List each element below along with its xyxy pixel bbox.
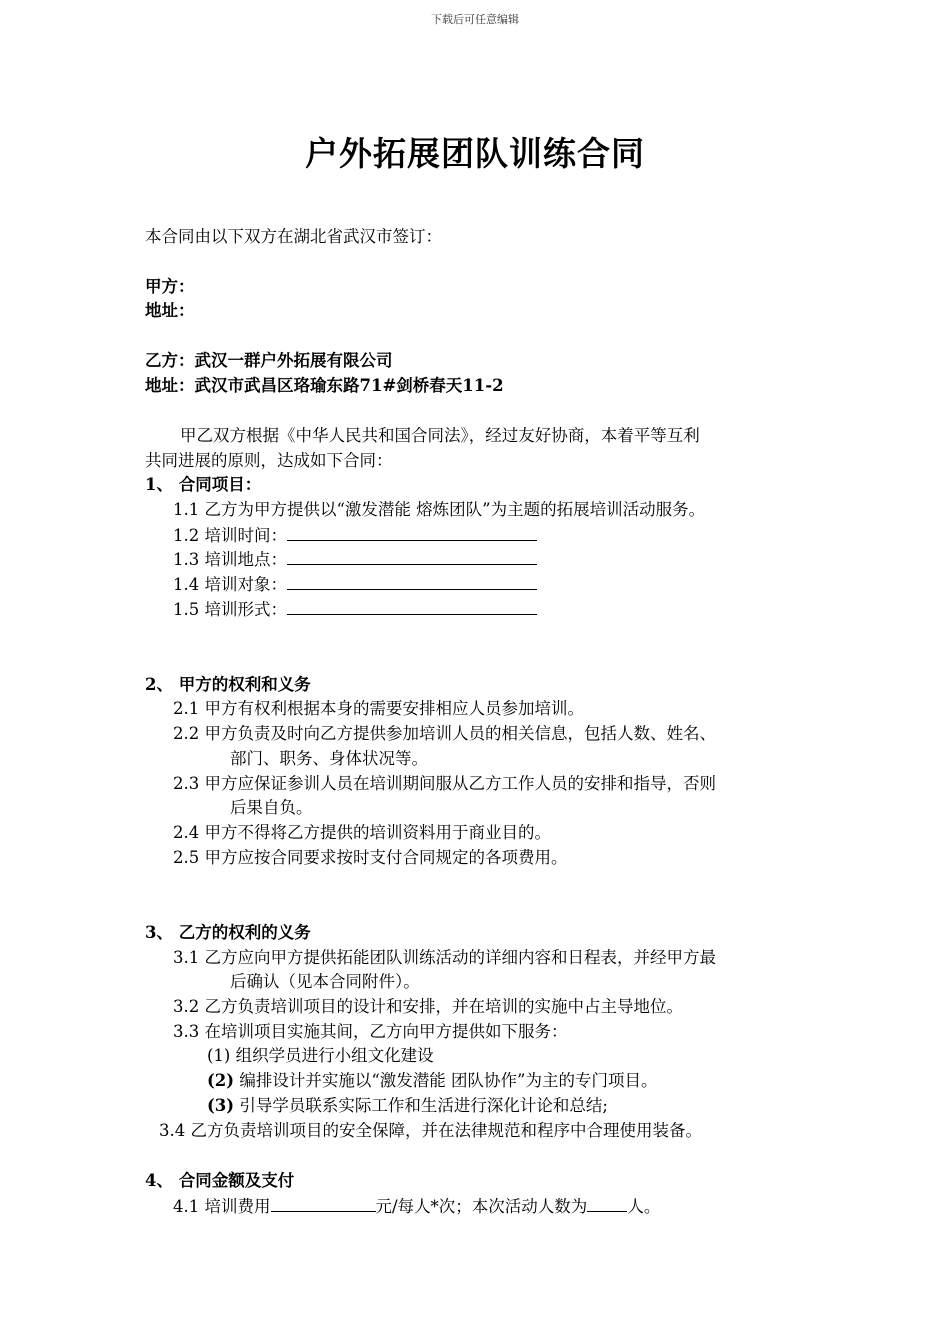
field-row bbox=[173, 548, 537, 571]
fee-line bbox=[173, 1195, 660, 1218]
fill-in-blank[interactable] bbox=[287, 573, 537, 590]
service-number: (2) bbox=[207, 1071, 235, 1090]
list-item: 2.4 甲方不得将乙方提供的培训资料用于商业目的。 bbox=[173, 823, 551, 842]
party-b-address: 地址：武汉市武昌区珞瑜东路71#剑桥春天11-2 bbox=[145, 376, 504, 395]
item-1-1: 1.1 乙方为甲方提供以“激发潜能 熔炼团队”为主题的拓展培训活动服务。 bbox=[173, 500, 706, 519]
fill-in-blank[interactable] bbox=[287, 598, 537, 615]
list-item-continuation: 后果自负。 bbox=[230, 798, 313, 817]
service-item bbox=[207, 1095, 608, 1117]
intro-text: 本合同由以下双方在湖北省武汉市签订： bbox=[145, 227, 442, 246]
fee-prefix: 4.1 培训费用 bbox=[173, 1197, 271, 1216]
service-item bbox=[207, 1070, 657, 1092]
field-row bbox=[173, 573, 537, 596]
party-a-label: 甲方： bbox=[145, 277, 195, 296]
section4-heading: 4、 合同金额及支付 bbox=[145, 1171, 295, 1190]
party-a-address-label: 地址： bbox=[145, 301, 195, 320]
section2-heading: 2、 甲方的权利和义务 bbox=[145, 675, 311, 694]
list-item-continuation: 后确认（见本合同附件）。 bbox=[230, 972, 420, 991]
field-label: 1.5 培训形式： bbox=[173, 600, 287, 619]
list-item: 2.1 甲方有权利根据本身的需要安排相应人员参加培训。 bbox=[173, 699, 584, 718]
fill-in-blank[interactable] bbox=[287, 524, 537, 541]
party-b-name: 乙方：武汉一群户外拓展有限公司 bbox=[145, 351, 393, 370]
section1-heading: 1、 合同项目： bbox=[145, 475, 262, 494]
service-text: 引导学员联系实际工作和生活进行深化计论和总结; bbox=[239, 1096, 608, 1115]
list-item: 3.4 乙方负责培训项目的安全保障，并在法律规范和程序中合理使用装备。 bbox=[159, 1121, 702, 1140]
list-item: 3.3 在培训项目实施其间，乙方向甲方提供如下服务： bbox=[173, 1022, 568, 1041]
field-label: 1.2 培训时间： bbox=[173, 526, 287, 545]
participants-blank[interactable] bbox=[587, 1195, 627, 1212]
fee-suffix: 人。 bbox=[627, 1197, 661, 1216]
service-text: 组织学员进行小组文化建设 bbox=[235, 1046, 434, 1065]
service-number: (3) bbox=[207, 1096, 235, 1115]
service-item bbox=[207, 1045, 434, 1067]
field-row bbox=[173, 598, 537, 621]
list-item: 2.3 甲方应保证参训人员在培训期间服从乙方工作人员的安排和指导，否则 bbox=[173, 774, 716, 793]
header-note: 下载后可任意编辑 bbox=[431, 13, 519, 26]
service-number: (1) bbox=[207, 1046, 231, 1065]
preamble-line: 甲乙双方根据《中华人民共和国合同法》，经过友好协商，本着平等互利 bbox=[180, 426, 700, 445]
field-row bbox=[173, 524, 537, 547]
fill-in-blank[interactable] bbox=[287, 548, 537, 565]
list-item: 2.5 甲方应按合同要求按时支付合同规定的各项费用。 bbox=[173, 848, 568, 867]
list-item: 2.2 甲方负责及时向乙方提供参加培训人员的相关信息，包括人数、姓名、 bbox=[173, 724, 716, 743]
list-item-continuation: 部门、职务、身体状况等。 bbox=[230, 749, 428, 768]
service-text: 编排设计并实施以“激发潜能 团队协作”为主的专门项目。 bbox=[239, 1071, 658, 1090]
list-item: 3.1 乙方应向甲方提供拓能团队训练活动的详细内容和日程表，并经甲方最 bbox=[173, 948, 716, 967]
field-label: 1.3 培训地点： bbox=[173, 550, 287, 569]
preamble-line: 共同进展的原则，达成如下合同： bbox=[145, 451, 393, 470]
document-title: 户外拓展团队训练合同 bbox=[305, 134, 645, 173]
field-label: 1.4 培训对象： bbox=[173, 575, 287, 594]
list-item: 3.2 乙方负责培训项目的设计和安排，并在培训的实施中占主导地位。 bbox=[173, 997, 683, 1016]
fee-mid: 元/每人*次；本次活动人数为 bbox=[375, 1197, 588, 1216]
section3-heading: 3、 乙方的权利的义务 bbox=[145, 923, 311, 942]
fee-blank[interactable] bbox=[271, 1195, 376, 1212]
